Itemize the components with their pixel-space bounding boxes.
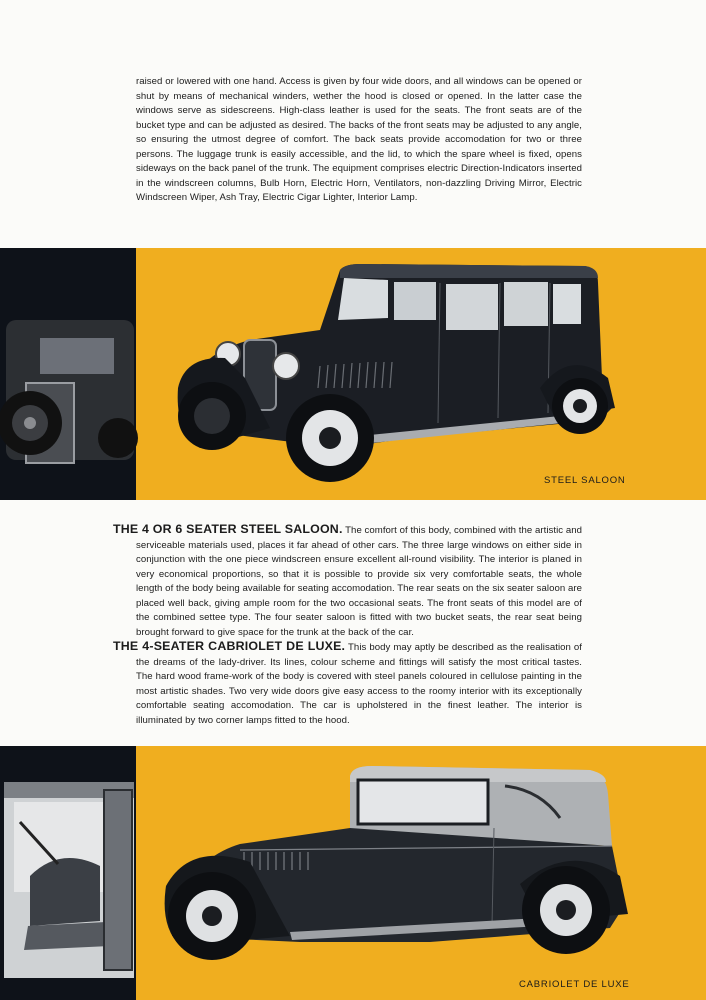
trunk-rear-view [0,320,138,463]
cabriolet-body: This body may aptly be described as the realisation of the dreams of the lady-driver. Its lines, colour scheme and fittings will satisfy the most critical tastes. The hard wood frame-work of the body is covered with steel panels coloured in cellulose painting in the most artistic shades. Two very wide doors give easy access to the roomy interior with its exceptionally comfortable seating accomodation. The car is upholstered in the finest leather. The interior is illuminated by two corner lamps fitted to the hood. [136,642,582,726]
cabriolet-heading: THE 4-SEATER CABRIOLET DE LUXE. [113,639,346,653]
cabriolet-illustration [0,746,706,1000]
steel-saloon-caption: STEEL SALOON [544,475,626,486]
steel-saloon-body: The comfort of this body, combined with the artistic and serviceable materials used, places it far ahead of other cars. The three large windows on either side in conjunction with the one piece windscreen ensure excellent all-round visibility. The interior is planed in very economical proportions, so that it is possible to provide six very comfortable seats, the whole length of the body being available for seating accomodation. The rear seats on the six seater saloon are placed well back, giving ample room for the two occasional seats. The front seats of this model are of the combined settee type. The four seater saloon is fitted with two bucket seats, the rear seat being brought forward to give space for the trunk at the back of the car. [136,525,582,638]
steel-saloon-paragraph [113,522,582,640]
cabriolet-car [165,766,628,960]
cabriolet-paragraph [113,639,582,728]
cabriolet-photo [0,746,706,1000]
saloon-car [178,264,615,482]
cabriolet-interior-view [4,782,134,978]
steel-saloon-heading: THE 4 OR 6 SEATER STEEL SALOON. [113,522,343,536]
steel-saloon-illustration [0,248,706,500]
cabriolet-caption: CABRIOLET DE LUXE [519,979,630,990]
intro-paragraph: raised or lowered with one hand. Access is given by four wide doors, and all windows can be opened or shut by means of mechanical winders, wether the hood is closed or opened. In the latter case the windows serve as sidescreens. High-class leather is used for the seats. The front seats are of the bucket type and can be adjusted as desired. The backs of the front seats may be adjusted to any angle, so ensuring the utmost degree of comfort. The back seats provide accomodation for two or three persons. The luggage trunk is easily accessible, and the lid, to which the spare wheel is fixed, opens sideways on the back panel of the trunk. The equipment comprises electric Direction-Indicators inserted in the windscreen columns, Bulb Horn, Electric Horn, Ventilators, non-dazzling Driving Mirror, Electric Windscreen Wiper, Ash Tray, Electric Cigar Lighter, Interior Lamp. [136,76,582,203]
steel-saloon-photo [0,248,706,500]
